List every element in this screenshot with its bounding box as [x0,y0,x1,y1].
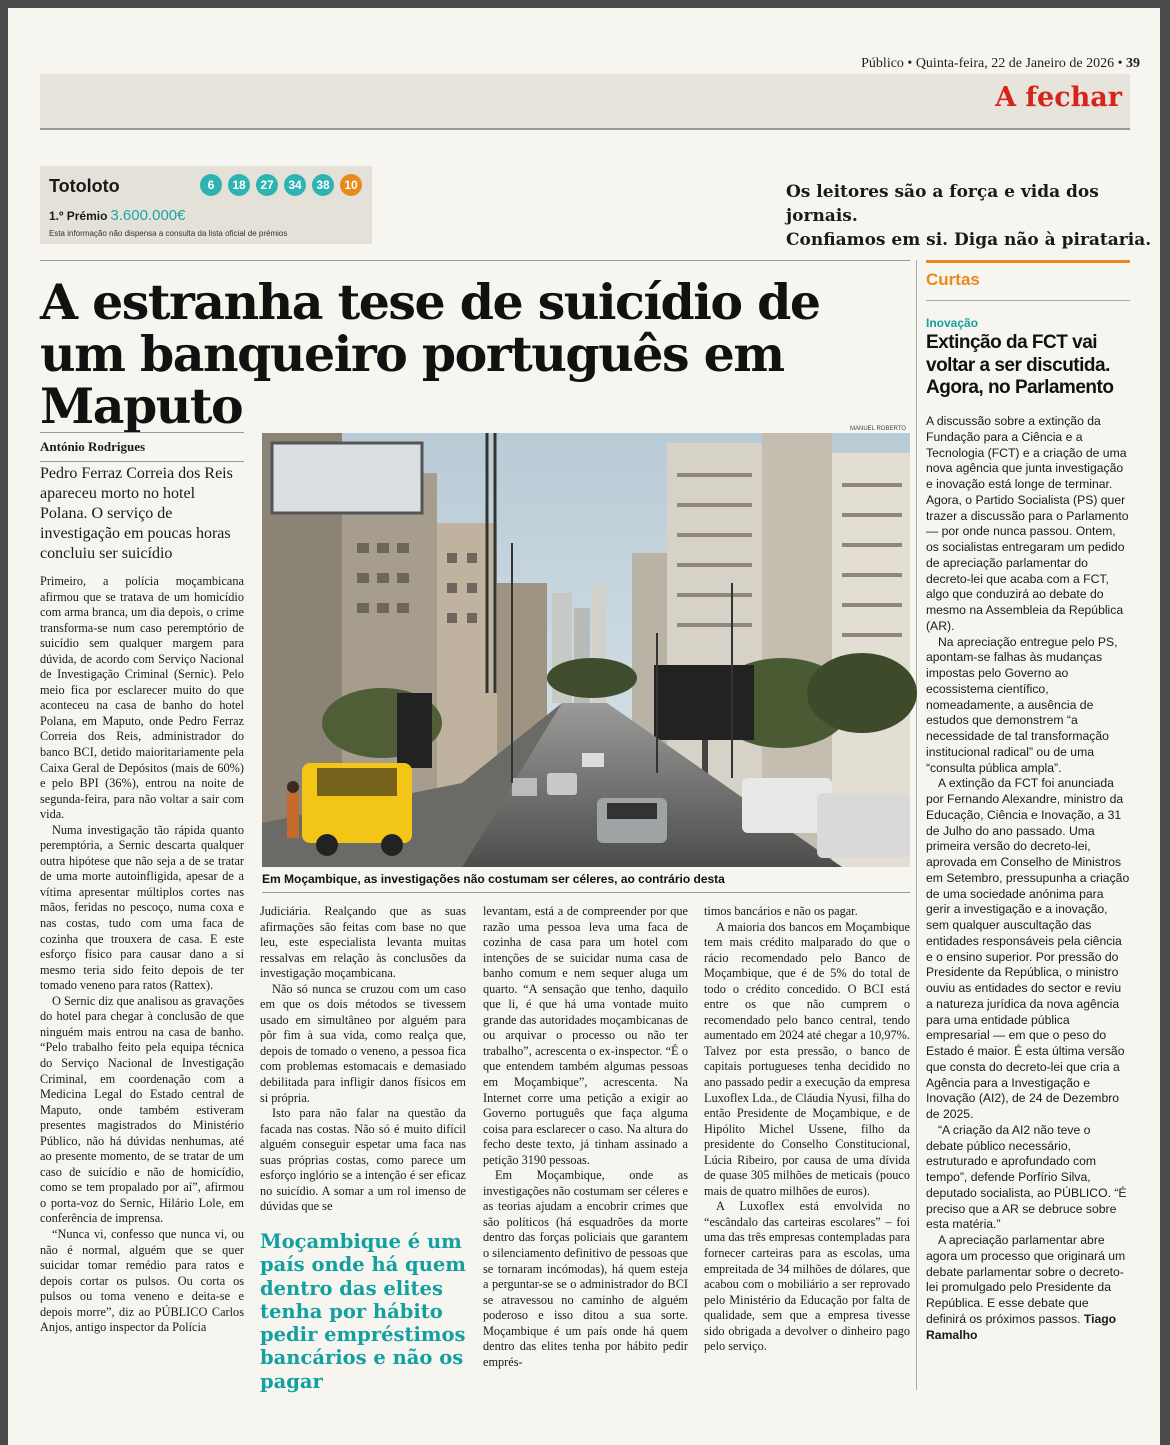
paragraph: A extinção da FCT foi anunciada por Fernando Alexandre, ministro da Educação, Ciência e Inovação, a 31 de Julho do ano passado. Uma primeira versão do decreto-lei, aprovada em Conselho de Ministros em Setembro, pressupunha a criação de uma sociedade anónima para gerir a investigação e a inovação, sem qualquer auscultação das entidades responsáveis pela ciência e o ensino superior. Por pressão do Presidente da República, o ministro ouviu as entidades do sector e reviu a natureza jurídica da nova agência para uma entidade pública empresarial — em que o peso do Estado é maior. É esta última versão que consta do decreto-lei que cria a Agência para a Investigação e Inovação (AI2), de 24 de Dezembro de 2025. [926,776,1130,1121]
photo-credit: MANUEL ROBERTO [850,426,906,432]
column-divider [916,260,917,1390]
lottery-ball: 34 [284,174,306,196]
totoloto-numbers [200,174,362,196]
brief-title: Extinção da FCT vai voltar a ser discutida. Agora, no Parlamento [926,332,1114,398]
article-column-3 [483,904,688,1394]
prize-amount: 3.600.000€ [110,207,186,224]
paragraph: A discussão sobre a extinção da Fundação para a Ciência e a Tecnologia (FCT) e a criação de uma nova agência que junta investigação e inovação está longe de terminar. Agora, o Partido Socialista (PS) quer trazer a discussão para o Parlamento — por onde nunca passou. Ontem, os socialistas entregaram um pedido de apreciação parlamentar do decreto-lei que acaba com a FCT, algo que conduzirá ao debate do mesmo na Assembleia da República (AR). [926,414,1129,633]
paragraph: Na apreciação entregue pelo PS, apontam-se falhas às mudanças impostas pelo Governo ao ecossistema científico, nomeadamente, a ausência de estudos que demonstrem “a necessidade de tal transformação institucional radical” ou de uma “consulta pública ampla”. [926,634,1118,775]
article-headline: A estranha tese de suicídio de um banqueiro português em Maputo [40,273,820,435]
standfirst: Pedro Ferraz Correia dos Reis apareceu morto no hotel Polana. O serviço de investigação em poucas horas concluiu ser suicídio [40,465,233,562]
paragraph: Em Moçambique, onde as investigações não costumam ser céleres e as teorias ajudam a encobrir crimes que são políticos (há esquadrões da morte dentro das forças policiais que garantem o silenciamento definitivo de pessoas que se tornaram incómodas), há quem esteja a perguntar-se se o administrador do BCI se atravessou no caminho de alguém poderoso e isso ditou a sua sorte. Moçambique é um país onde há quem dentro das elites tenha por hábito pedir emprés- [483,1168,688,1369]
article-column-2 [260,904,466,1214]
photo-caption: Em Moçambique, as investigações não costumam ser céleres, ao contrário desta [262,872,725,886]
curtas-rule [926,260,1130,263]
paragraph: A maioria dos bancos em Moçambique tem mais crédito malparado do que o rácio recomendado pelo Banco de Moçambique, que é de 5% do total de todo o crédito concedido. O BCI está entre os que não cumprem o recomendado pelo banco central, tendo aumentado em 2024 até chegar a 10,97%. Talvez por esta pressão, o banco de capitais portugueses tenha decidido no ano passado pedir a execução da empresa Luxoflex Lda., de Cláudia Nyusi, filha do então Presidente de Moçambique, e de Hipólito Michel Ussene, filho da presidente do Conselho Constitucional, Lúcia Ribeiro, por causa de uma dívida de quase 305 milhões de meticais (pouco mais de quatro milhões de euros). [704,919,910,1198]
paragraph: Numa investigação tão rápida quanto peremptória, a Sernic descarta qualquer outra hipótese que não seja a de se tratar de uma morte autoinfligida, apesar de a vítima apresentar múltiplos cortes nas mãos, feridas no pescoço, numa coxa e nas costas, tudo com uma faca de cozinha que trouxera de casa. E este esforço físico para causar dano a si mesmo teria sido feito depois de ter tomado veneno para ratos (Rattex). [40,822,244,993]
lottery-ball: 38 [312,174,334,196]
totoloto-title: Totoloto [49,176,120,196]
paragraph: levantam, está a de compreender por que razão uma pessoa leva uma faca de cozinha de casa para um hotel com intenções de se suicidar numa casa de banho comum e nem sequer aluga um quarto. “A sensação que tenho, daquilo que li, é que há uma vontade muito grande das autoridades moçambicanas de ou arquivar o processo ou não ter trabalho”, acrescenta o ex-inspector. “É o que entendem também algumas pessoas em Moçambique”, acrescenta. Na Internet corre uma petição a exigir ao Governo português que faça alguma coisa para esclarecer o caso. Na altura do fecho deste texto, já tinham assinado a petição 3190 pessoas. [483,904,688,1167]
paragraph: A Luxoflex está envolvida no “escândalo das carteiras escolares” – foi uma das três empresas contempladas para fornecer carteiras para as escolas, uma empreitada de 34 milhões de dólares, que acabou com o mobiliário a ser reprovado pelo Ministério da Educação por falta de qualidade, sem que a empresa tivesse sido obrigada a devolver o dinheiro pago pelo serviço. [704,1199,910,1354]
paragraph: Primeiro, a polícia moçambicana afirmou que se tratava de um homicídio com arma branca, um dia depois, o crime transforma-se num caso peremptório de suicídio sem qualquer margem para dúvida, de acordo com Serviço Nacional de Investigação Criminal (Sernic). Pelo meio fica por esclarecer muito do que aconteceu na casa de banho do hotel Polana, em Maputo, onde Pedro Ferraz Correia dos Reis, administrador do banco BCI, detido maioritariamente pela Caixa Geral de Depósitos (mais de 60%) e pelo BPI (36%), entrou na noite de segunda-feira, para não voltar a sair com vida. [40,574,244,822]
paragraph: timos bancários e não os pagar. [704,904,858,918]
newspaper-page [8,8,1160,1445]
totoloto-note: Esta informação não dispensa a consulta da lista oficial de prémios [49,229,288,238]
divider [40,260,910,261]
paragraph: O Sernic diz que analisou as gravações do hotel para chegar à conclusão de que ninguém mais entrou na casa de banho. “Pelo trabalho feito pela equipa técnica do Serviço Nacional de Investigação Criminal, em coordenação com a Medicina Legal do Estado central de Maputo, onde também estiveram presentes magistrados do Ministério Público, não há dúvidas nenhumas, até ao presente momento, de se tratar de um caso de suicídio e não de homicídio, como se tem propalado por aí”, afirmou o porta-voz do Sernic, Hilário Lole, em conferência de imprensa. [40,993,244,1226]
paragraph: Não só nunca se cruzou com um caso em que os dois métodos se tivessem usado em simultâneo por alguém para pôr fim à sua vida, como realça que, depois de tomado o veneno, a pessoa fica com problemas estomacais e demasiado debilitada para infligir danos físicos em si própria. [260,981,466,1105]
paragraph: “Nunca vi, confesso que nunca vi, ou não é normal, alguém que se quer suicidar tomar remédio para ratos e depois cortar os pulsos. Ou corta os pulsos ou toma veneno e deita-se e depois morre”, diz ao PÚBLICO Carlos Anjos, antigo inspector da Polícia [40,1226,244,1335]
divider [262,892,910,893]
article-column-1 [40,574,244,1394]
prize-line: 1.º Prémio 3.600.000€ [49,207,186,224]
pull-quote: Moçambique é um país onde há quem dentro das elites tenha por hábito pedir empréstimos bancários e não os pagar [260,1230,466,1393]
byline: António Rodrigues [40,432,244,462]
brief-body [926,414,1130,1390]
section-bar [40,74,1130,130]
lottery-ball: 6 [200,174,222,196]
brief-signature: Tiago Ramalho [926,1311,1117,1342]
curtas-label: Curtas [926,270,980,289]
lottery-extra-ball: 10 [340,174,362,196]
section-title: A fechar [995,82,1122,113]
brief-kicker: Inovação [926,316,979,330]
article-column-4 [704,904,910,1394]
street-photo [262,433,910,867]
divider [926,300,1130,301]
anti-piracy-tagline: Os leitores são a força e vida dos jornais. Confiamos em si. Diga não à pirataria. [786,182,1152,250]
paragraph: “A criação da AI2 não teve o debate público necessário, estruturado e aprofundado com tempo”, defende Porfírio Silva, deputado socialista, ao PÚBLICO. “É preciso que a AR se debruce sobre esta matéria.” [926,1122,1127,1232]
paragraph: Isto para não falar na questão da facada nas costas. Não só é muito difícil alguém conseguir espetar uma faca nas suas próprias costas, como parece um esforço inglório se a intenção é ser eficaz no suicídio. A somar a um rol imenso de dúvidas que se [260,1106,466,1214]
totoloto-box [40,166,372,244]
lottery-ball: 18 [228,174,250,196]
paragraph: Judiciária. Realçando que as suas afirmações são feitas com base no que leu, este especialista levanta muitas ressalvas em relação às conclusões da investigação moçambicana. [260,904,466,981]
folio: Público • Quinta-feira, 22 de Janeiro de 2026 • 39 [861,56,1140,71]
lottery-ball: 27 [256,174,278,196]
paragraph: A apreciação parlamentar abre agora um processo que originará um debate parlamentar sobre o decreto-lei promulgado pelo Presidente da República. E esse debate que definirá os próximos passos. Tiago Ramalho [926,1233,1126,1342]
street-photo-illustration [262,433,910,867]
